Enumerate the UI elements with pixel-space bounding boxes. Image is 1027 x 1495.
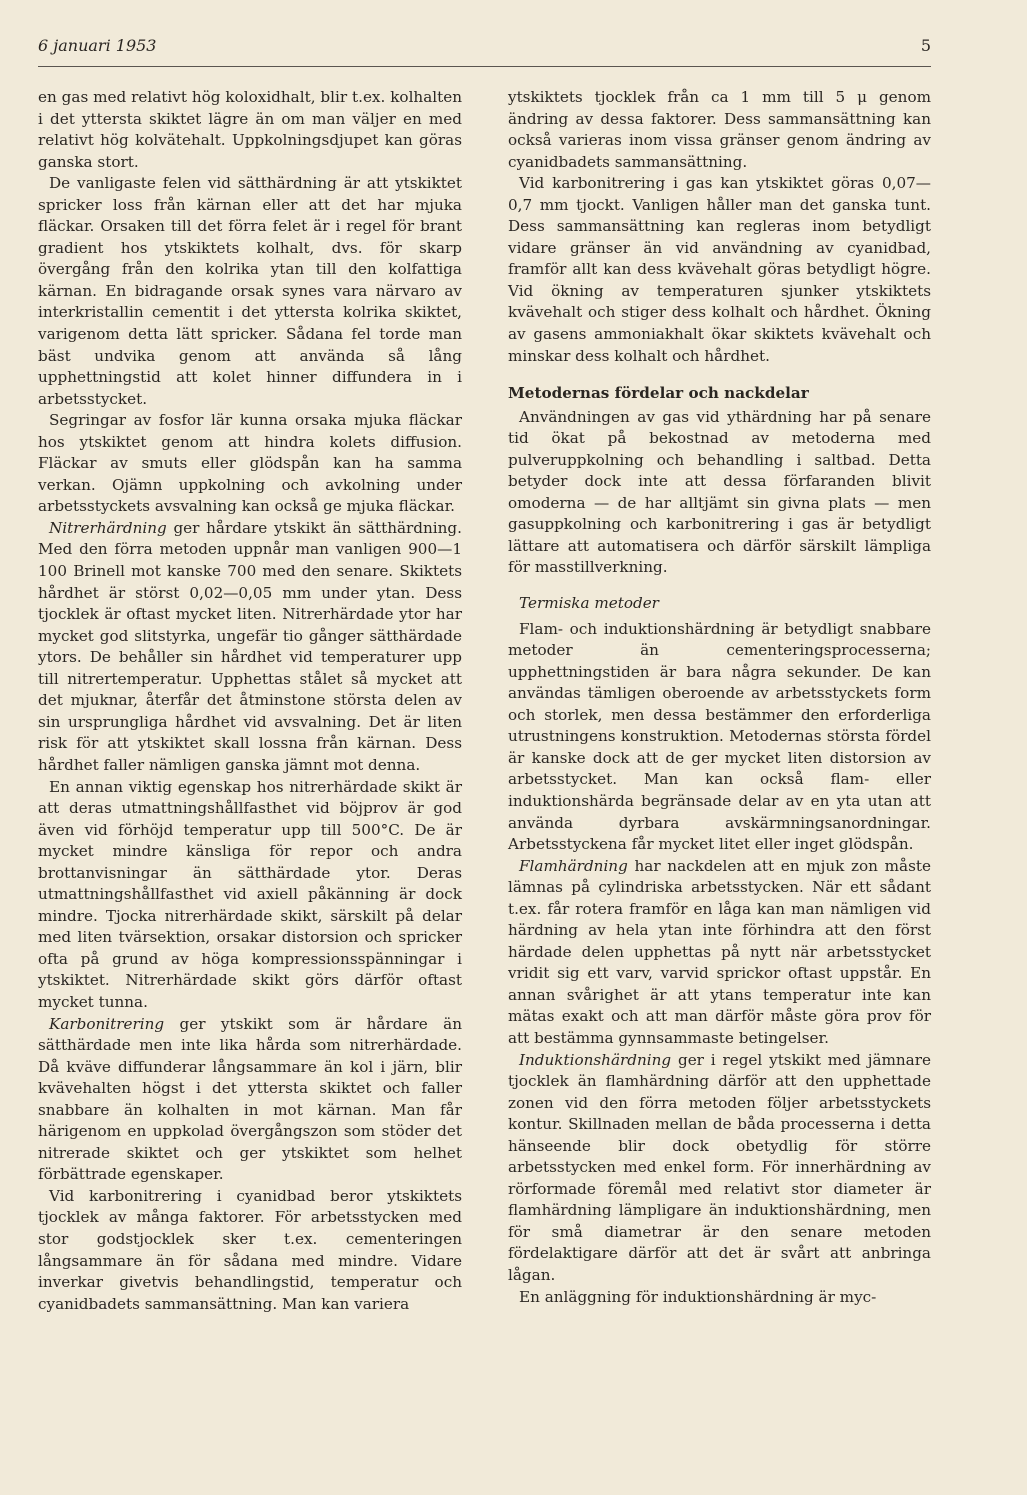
paragraph: En annan viktig egenskap hos nitrerhärdade skikt är att deras utmattningshållfasthet vid böjprov är god även vid förhöjd temperatur upp till 500°C. De är mycket mindre känsliga för repor och andra brottanvisningar än sätthärdade ytor. Deras utmattningshållfasthet vid axiell påkänning är dock mindre. Tjocka nitrerhärdade skikt, särskilt på delar med liten tvärsektion, orsakar distorsion och spricker ofta på grund av höga kompressionsspänningar i ytskiktet. Nitrerhärdade skikt görs därför oftast mycket tunna. (38, 777, 462, 1011)
page-header (38, 36, 931, 67)
paragraph-body: ger ytskikt som är hårdare än sätthärdade men inte lika hårda som nitrerhärdade. Då kväve diffunderar långsammare än kol i järn, blir kvävehalten högst i det yttersta skiktet och faller snabbare än kolhalten in mot kärnan. Man får härigenom en uppkolad övergångszon som stöder det nitrerade skiktet och ger ytskiktet som helhet förbättrade egenskaper. (38, 1014, 462, 1184)
term-karbonitrering: Karbonitrering (49, 1014, 165, 1033)
paragraph-body: ger i regel ytskikt med jämnare tjocklek än flamhärdning därför att den upphettade zonen vid den förra metoden följer arbetsstyckets kontur. Skillnaden mellan de båda processerna i detta hänseende blir dock obetydlig för större arbetsstycken med enkel form. För innerhärdning av rörformade föremål med relativt stor diameter är flamhärdning lämpligare än induktionshärdning, men för små diametrar är den senare metoden fördelaktigare därför att det är svårt att anbringa lågan. (508, 1050, 931, 1284)
paragraph: En anläggning för induktionshärdning är myc- (519, 1287, 877, 1306)
section-heading: Metodernas fördelar och nackdelar (508, 384, 809, 403)
paragraph: en gas med relativt hög koloxidhalt, blir t.ex. kolhalten i det yttersta skiktet lägre än om man väljer en med relativt hög kolvätehalt. Uppkolningsdjupet kan göras ganska stort. (38, 88, 462, 171)
paragraph: Vid karbonitrering i cyanidbad beror ytskiktets tjocklek av många faktorer. För arbetsstycken med stor godstjocklek sker t.ex. cementeringen långsammare än för sådana med mindre. Vidare inverkar givetvis behandlingstid, temperatur och cyanidbadets sammansättning. Man kan variera (38, 1186, 462, 1313)
issue-date: 6 januari 1953 (38, 36, 157, 55)
paragraph: Användningen av gas vid ythärdning har på senare tid ökat på bekostnad av metoderna med pulveruppkolning och behandling i saltbad. Detta betyder dock inte att dessa förfaranden blivit omoderna — de har alltjämt sin givna plats — men gasuppkolning och karbonitrering i gas är betydligt lättare att automatisera och därför särskilt lämpliga för masstillverkning. (508, 407, 931, 577)
term-induktionshardning: Induktionshärdning (519, 1050, 672, 1069)
paragraph-body: ger hårdare ytskikt än sätthärdning. Med den förra metoden uppnår man vanligen 900—1 100 Brinell mot kanske 700 med den senare. Skiktets hårdhet är störst 0,02—0,05 mm under ytan. Dess tjocklek är oftast mycket liten. Nitrerhärdade ytor har mycket god slitstyrka, ungefär tio gånger sätthärdade ytors. De behåller sin hårdhet vid temperaturer upp till nitrertemperatur. Upphettas stålet så mycket att det mjuknar, återfår det åtminstone största delen av sin ursprungliga hårdhet vid avsvalning. Det är liten risk för att ytskiktet skall lossna från kärnan. Dess hårdhet faller nämligen ganska jämnt mot denna. (38, 518, 462, 774)
paragraph (38, 518, 462, 777)
paragraph (508, 856, 931, 1050)
paragraph: Vid karbonitrering i gas kan ytskiktet göras 0,07—0,7 mm tjockt. Vanligen håller man det ganska tunt. Dess sammansättning kan regleras inom betydligt vidare gränser än vid användning av cyanidbad, framför allt kan dess kvävehalt göras betydligt högre. Vid ökning av temperaturen sjunker ytskiktets kvävehalt och stiger dess kolhalt och hårdhet. Ökning av gasens ammoniakhalt ökar skiktets kvävehalt och minskar dess kolhalt och hårdhet. (508, 174, 931, 365)
paragraph: Flam- och induktionshärdning är betydligt snabbare metoder än cementeringsprocesserna; upphettningstiden är bara några sekunder. De kan användas tämligen oberoende av arbetsstyckets form och storlek, men dessa bestämmer den erforderliga utrustningens konstruktion. Metodernas största fördel är kanske dock att de ger mycket liten distorsion av arbetsstycket. Man kan också flam- eller induktionshärda begränsade delar av en yta utan att använda dyrbara avskärmningsanordningar. Arbetsstyckena får mycket litet eller inget glödspån. (508, 619, 931, 854)
paragraph (38, 1014, 462, 1186)
paragraph-body: har nackdelen att en mjuk zon måste lämnas på cylindriska arbetsstycken. När ett sådant t.ex. får rotera framför en låga kan man nämligen vid härdning av hela ytan inte förhindra att den först härdade delen upphettas på nytt när arbetsstycket vridit sig ett varv, varvid sprickor oftast uppstår. En annan svårighet är att ytans temperatur inte kan mätas exakt och att man därför måste göra prov för att bestämma gynnsammaste betingelser. (508, 856, 931, 1047)
page-number: 5 (920, 36, 931, 55)
paragraph: ytskiktets tjocklek från ca 1 mm till 5 μ genom ändring av dessa faktorer. Dess sammansättning kan också varieras inom vissa gränser genom ändring av cyanidbadets sammansättning. (508, 88, 931, 171)
left-column (38, 87, 462, 1315)
paragraph: De vanligaste felen vid sätthärdning är att ytskiktet spricker loss från kärnan eller att det har mjuka fläckar. Orsaken till det förra felet är i regel för brant gradient hos ytskiktets kolhalt, dvs. för skarp övergång från den kolrika ytan till den kolfattiga kärnan. En bidragande orsak synes vara närvaro av interkristallin cementit i det yttersta kolrika skiktet, varigenom detta lätt spricker. Sådana fel torde man bäst undvika genom att använda så lång upphettningstid att kolet hinner diffundera in i arbetsstycket. (38, 174, 462, 408)
paragraph: Segringar av fosfor lär kunna orsaka mjuka fläckar hos ytskiktet genom att hindra kolets diffusion. Fläckar av smuts eller glödspån kan ha samma verkan. Ojämn uppkolning och avkolning under arbetsstyckets avsvalning kan också ge mjuka fläckar. (38, 411, 462, 516)
paragraph (508, 1050, 931, 1287)
right-column (508, 87, 931, 1308)
term-flamhardning: Flamhärdning (519, 856, 628, 875)
subsection-heading: Termiska metoder (519, 594, 659, 613)
term-nitrerhardning: Nitrerhärdning (49, 518, 167, 537)
